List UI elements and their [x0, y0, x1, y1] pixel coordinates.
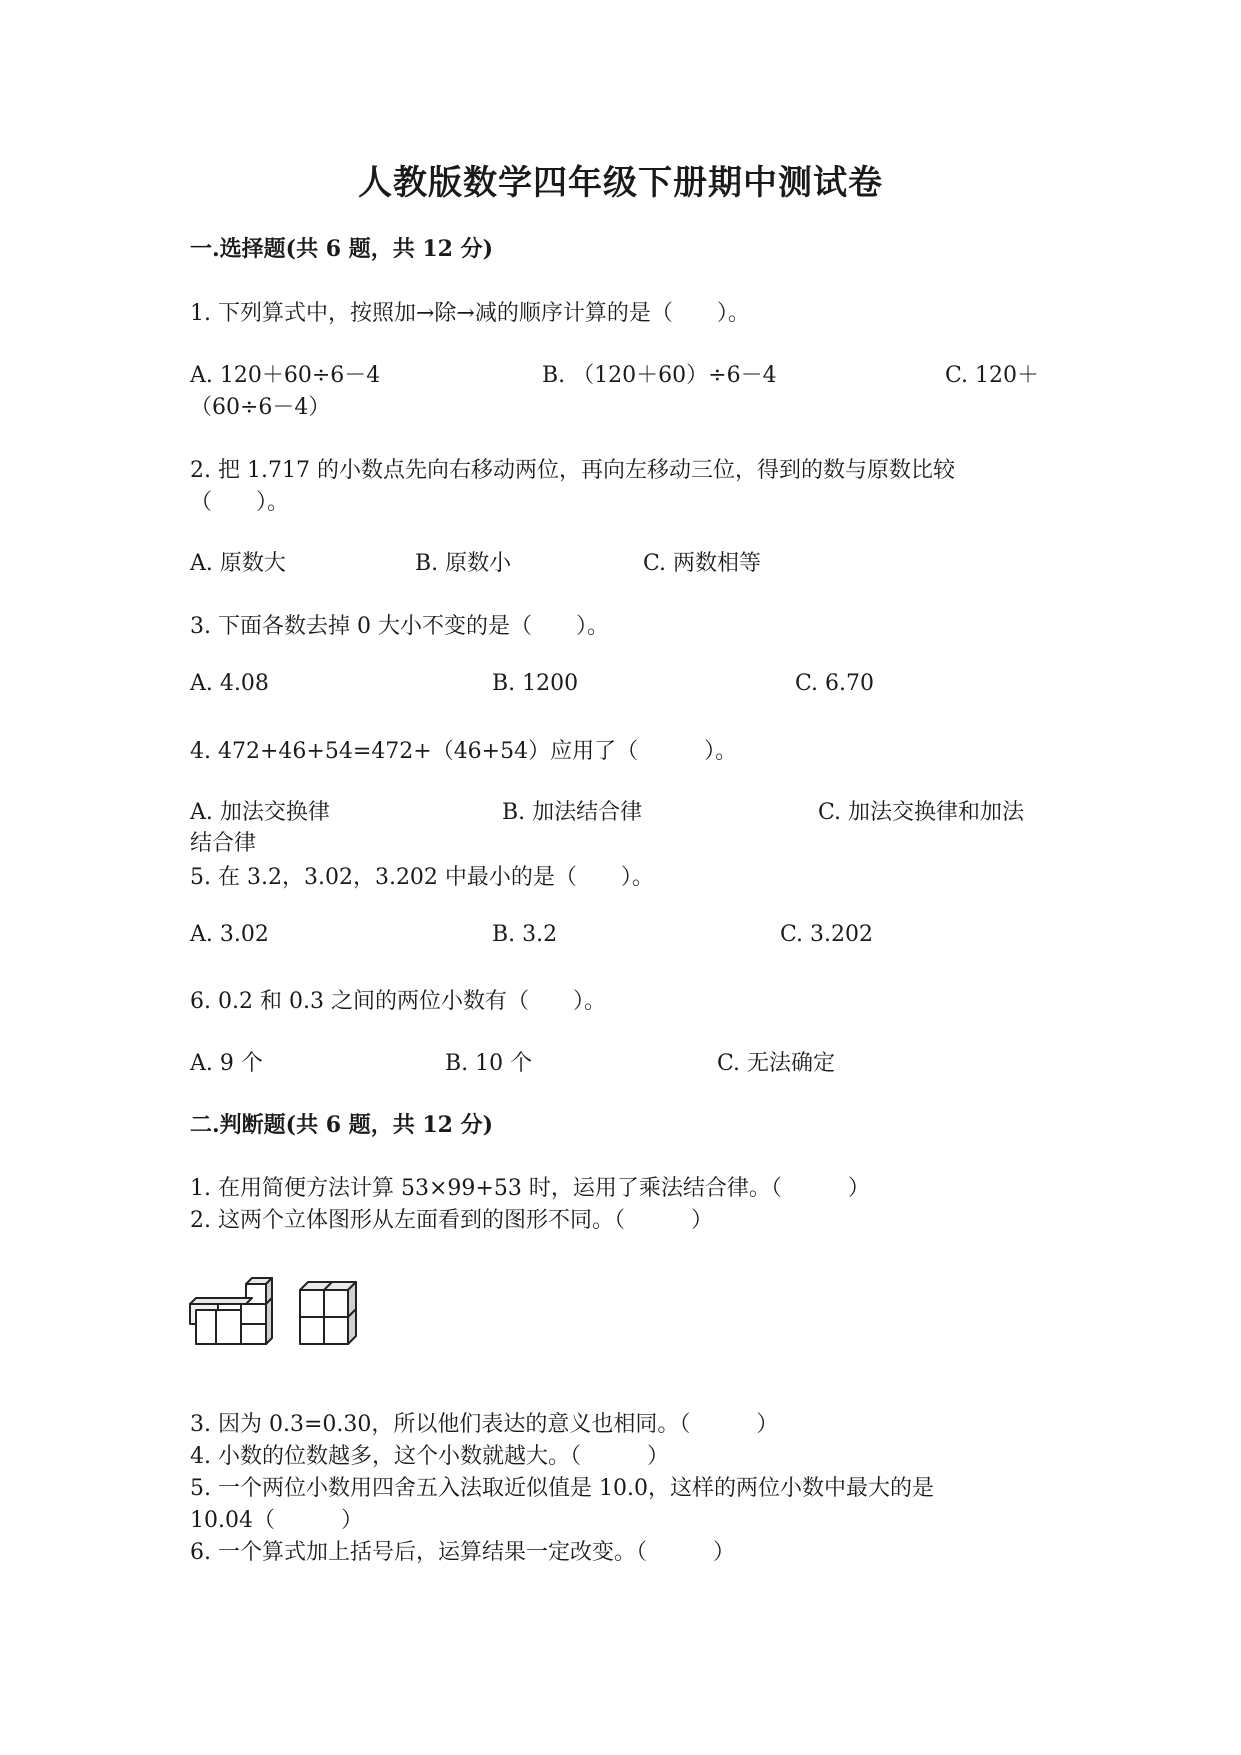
question-3-option-c: C. 6.70 — [795, 671, 875, 696]
question-5-option-c: C. 3.202 — [780, 922, 874, 947]
question-3-option-b: B. 1200 — [492, 671, 579, 696]
question-1-option-c: C. 120＋ — [945, 363, 1040, 388]
question-1-option-a: A. 120＋60÷6－4 — [190, 363, 381, 388]
judgement-item-6: 6. 一个算式加上括号后，运算结果一定改变。（ ） — [190, 1540, 735, 1565]
question-1-option-b: B. （120＋60）÷6－4 — [542, 363, 777, 388]
question-4-option-a: A. 加法交换律 — [190, 800, 330, 825]
question-3-option-a: A. 4.08 — [190, 671, 269, 696]
question-6-text: 6. 0.2 和 0.3 之间的两位小数有（ ）。 — [190, 989, 606, 1014]
question-5-option-b: B. 3.2 — [492, 922, 558, 947]
section-heading-judgement: 二.判断题(共 6 题，共 12 分) — [190, 1112, 494, 1138]
question-4-option-b: B. 加法结合律 — [502, 800, 643, 825]
question-4-option-c-continued: 结合律 — [190, 831, 257, 856]
question-6-option-b: B. 10 个 — [445, 1051, 533, 1076]
judgement-item-4: 4. 小数的位数越多，这个小数就越大。（ ） — [190, 1444, 669, 1469]
question-4-option-c: C. 加法交换律和加法 — [818, 800, 1025, 825]
question-2-option-c: C. 两数相等 — [643, 551, 762, 576]
question-2-option-b: B. 原数小 — [415, 551, 512, 576]
question-6-option-a: A. 9 个 — [190, 1051, 263, 1076]
question-5-text: 5. 在 3.2，3.02，3.202 中最小的是（ ）。 — [190, 865, 654, 890]
question-1-text: 1. 下列算式中，按照加→除→减的顺序计算的是（ ）。 — [190, 301, 750, 326]
question-2-text: 2. 把 1.717 的小数点先向右移动两位，再向左移动三位，得到的数与原数比较 — [190, 458, 955, 483]
question-1-option-c-continued: （60÷6－4） — [190, 395, 331, 420]
cube-figures-illustration — [188, 1276, 378, 1346]
left-cube-figure — [190, 1278, 272, 1344]
judgement-item-1: 1. 在用简便方法计算 53×99+53 时，运用了乘法结合律。（ ） — [190, 1176, 870, 1201]
section-heading-choice: 一.选择题(共 6 题，共 12 分) — [190, 236, 494, 262]
question-2-text-continued: （ ）。 — [190, 490, 290, 515]
question-3-text: 3. 下面各数去掉 0 大小不变的是（ ）。 — [190, 614, 609, 639]
question-4-text: 4. 472+46+54=472+（46+54）应用了（ ）。 — [190, 739, 738, 764]
question-5-option-a: A. 3.02 — [190, 922, 269, 947]
right-cube-figure — [300, 1282, 356, 1344]
question-6-option-c: C. 无法确定 — [717, 1051, 836, 1076]
judgement-item-3: 3. 因为 0.3=0.30，所以他们表达的意义也相同。（ ） — [190, 1412, 779, 1437]
question-2-option-a: A. 原数大 — [190, 551, 286, 576]
judgement-item-5-continued: 10.04（ ） — [190, 1508, 363, 1533]
judgement-item-5: 5. 一个两位小数用四舍五入法取近似值是 10.0，这样的两位小数中最大的是 — [190, 1476, 934, 1501]
judgement-item-2: 2. 这两个立体图形从左面看到的图形不同。（ ） — [190, 1208, 713, 1233]
page-title: 人教版数学四年级下册期中测试卷 — [358, 163, 883, 203]
